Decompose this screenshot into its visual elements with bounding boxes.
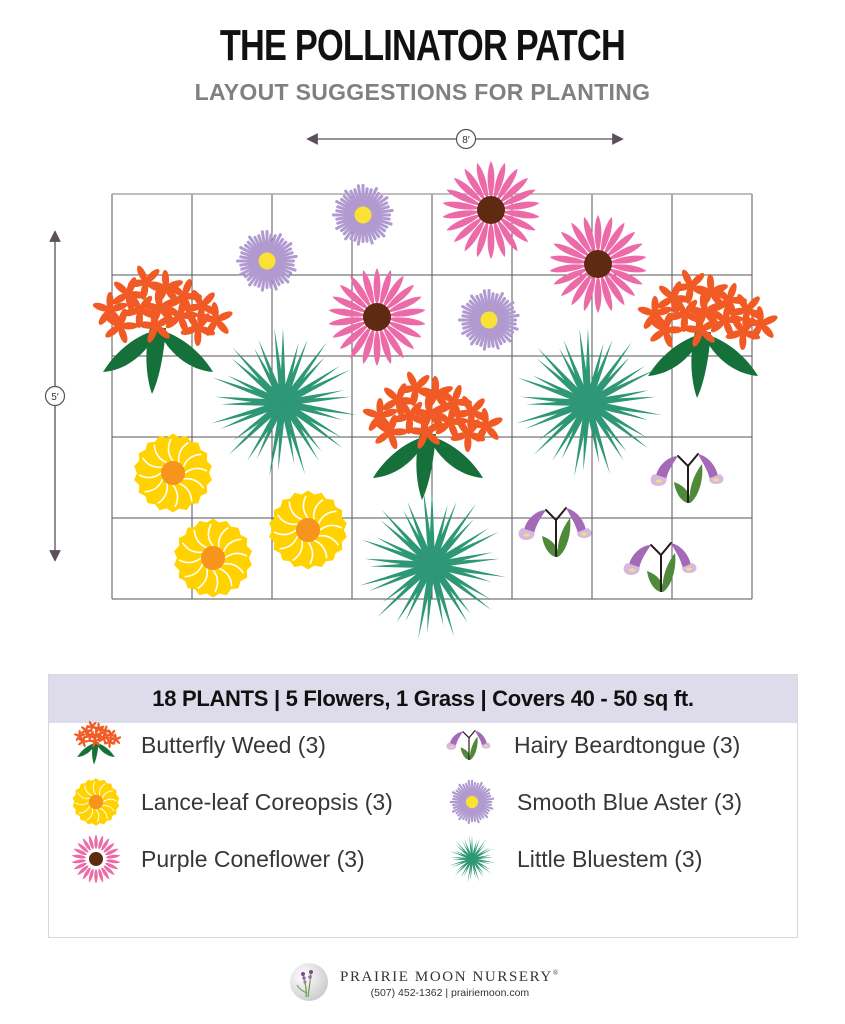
beardtongue-plant-icon — [519, 508, 592, 557]
bluestem-icon — [447, 834, 497, 884]
beardtongue-plant-icon — [624, 543, 697, 592]
legend-label: Lance-leaf Coreopsis (3) — [141, 788, 393, 815]
footer — [290, 962, 560, 1002]
width-label: 8′ — [462, 135, 470, 146]
legend-item-beardtongue — [444, 720, 740, 770]
legend-label: Little Bluestem (3) — [517, 845, 703, 872]
legend-item-bluestem — [447, 834, 702, 884]
legend-label: Purple Coneflower (3) — [141, 845, 365, 872]
width-dimension — [312, 130, 618, 149]
aster-plant-icon — [236, 230, 298, 292]
butterfly-weed-plant-icon — [362, 362, 512, 500]
coneflower-plant-icon — [549, 215, 647, 313]
coreopsis-plant-icon — [269, 491, 347, 570]
trademark: ® — [552, 968, 560, 977]
coreopsis-plant-icon — [134, 434, 212, 513]
summary-box — [48, 674, 798, 938]
legend-item-coreopsis — [71, 777, 393, 827]
bluestem-plant-icon — [515, 328, 662, 477]
beardtongue-icon — [444, 720, 494, 770]
legend-item-aster — [447, 777, 742, 827]
legend-label: Hairy Beardtongue (3) — [514, 731, 741, 758]
butterfly-weed-icon — [71, 720, 121, 770]
beardtongue-plant-icon — [651, 454, 724, 503]
page-subtitle: LAYOUT SUGGESTIONS FOR PLANTING — [194, 79, 651, 105]
butterfly-weed-plant-icon — [637, 260, 787, 398]
aster-icon — [447, 777, 497, 827]
coreopsis-icon — [71, 777, 121, 827]
legend-label: Smooth Blue Aster (3) — [517, 788, 742, 815]
aster-plant-icon — [458, 289, 520, 351]
page-title: THE POLLINATOR PATCH — [219, 21, 625, 70]
legend-item-butterfly-weed — [71, 720, 326, 770]
height-dimension — [46, 236, 65, 556]
coreopsis-plant-icon — [174, 519, 252, 598]
height-label: 5′ — [51, 392, 59, 403]
bluestem-plant-icon — [210, 328, 357, 477]
butterfly-weed-plant-icon — [92, 256, 242, 394]
coneflower-icon — [71, 834, 121, 884]
legend-item-coneflower — [71, 834, 365, 884]
coneflower-plant-icon — [328, 268, 426, 366]
prairie-moon-logo-icon — [290, 963, 328, 1001]
brand-name: PRAIRIE MOON NURSERY — [340, 968, 553, 985]
plants-layer — [92, 161, 787, 639]
coneflower-plant-icon — [442, 161, 540, 259]
legend-label: Butterfly Weed (3) — [141, 731, 326, 758]
summary-headline: 18 PLANTS | 5 Flowers, 1 Grass | Covers 40 - 50 sq ft. — [49, 675, 797, 723]
bluestem-plant-icon — [359, 490, 506, 639]
contact-info[interactable]: (507) 452-1362 | prairiemoon.com — [370, 986, 530, 999]
